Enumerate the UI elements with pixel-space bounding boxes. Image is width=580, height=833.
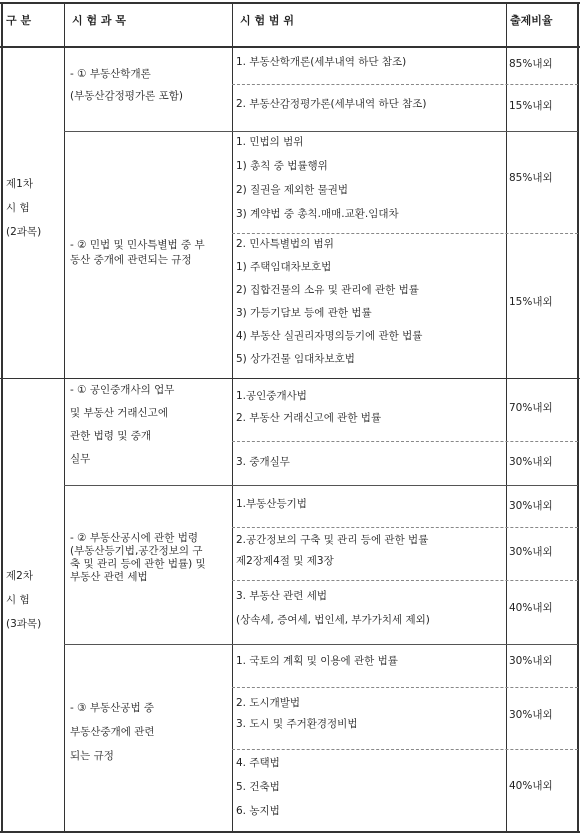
subject-divider [64, 644, 578, 645]
header-category: 구 분 [6, 14, 32, 27]
exam-label-line: 시 험 [6, 202, 30, 214]
header-subject: 시 험 과 목 [72, 14, 126, 27]
subject-line: - ② 부동산공시에 관한 법령 [70, 532, 198, 544]
scope-line: 2) 집합건물의 소유 및 관리에 관한 법률 [236, 284, 419, 296]
scope-divider [232, 441, 578, 442]
ratio-value: 30%내외 [509, 546, 553, 558]
ratio-value: 40%내외 [509, 602, 553, 614]
exam-label-line: 제1차 [6, 178, 33, 190]
subject-line: - ① 부동산학개론 [70, 68, 151, 80]
scope-line: 2) 질권을 제외한 물권법 [236, 184, 349, 196]
scope-line: 1) 총칙 중 법률행위 [236, 160, 328, 172]
header-ratio: 출제비율 [510, 14, 553, 27]
ratio-value: 30%내외 [509, 456, 553, 468]
scope-line: 1. 국토의 계획 및 이용에 관한 법률 [236, 655, 398, 667]
subject-divider [64, 131, 578, 132]
scope-line: 3. 도시 및 주거환경정비법 [236, 718, 358, 730]
subject-line: (부동산등기법,공간정보의 구 [70, 545, 203, 557]
scope-divider [232, 687, 578, 688]
subject-line: (부동산감정평가론 포함) [70, 90, 183, 102]
scope-divider [232, 580, 578, 581]
exam-divider [0, 378, 580, 379]
ratio-value: 70%내외 [509, 402, 553, 414]
border-right [577, 2, 579, 832]
ratio-value: 85%내외 [509, 58, 553, 70]
ratio-value: 30%내외 [509, 709, 553, 721]
subject-line: 되는 규정 [70, 750, 114, 762]
scope-divider [232, 84, 578, 85]
subject-line: 축 및 관리 등에 관한 법률) 및 [70, 558, 206, 570]
exam-label-line: (2과목) [6, 226, 42, 238]
ratio-value: 15%내외 [509, 296, 553, 308]
exam-label-line: (3과목) [6, 618, 42, 630]
scope-line: 5. 건축법 [236, 781, 280, 793]
scope-line: 2. 부동산감정평가론(세부내역 하단 참조) [236, 98, 427, 110]
scope-line: (상속세, 증여세, 법인세, 부가가치세 제외) [236, 614, 430, 626]
header-divider [0, 46, 580, 48]
scope-line: 1) 주택임대차보호법 [236, 261, 332, 273]
header-scope: 시 험 범 위 [240, 14, 294, 27]
col-divider-2 [232, 2, 233, 832]
subject-line: - ③ 부동산공법 중 [70, 702, 155, 714]
border-top [0, 2, 580, 4]
scope-line: 1.공인중개사법 [236, 390, 307, 402]
col-divider-3 [506, 2, 507, 832]
subject-line: - ① 공인중개사의 업무 [70, 384, 175, 396]
scope-line: 3) 계약법 중 총칙.매매.교환.임대차 [236, 208, 399, 220]
border-left [1, 2, 3, 832]
ratio-value: 40%내외 [509, 780, 553, 792]
scope-divider [232, 233, 578, 234]
subject-line: 및 부동산 거래신고에 [70, 407, 168, 419]
exam-label-line: 제2차 [6, 570, 33, 582]
subject-divider [64, 485, 578, 486]
ratio-value: 85%내외 [509, 172, 553, 184]
scope-line: 2. 도시개발법 [236, 697, 301, 709]
scope-line: 5) 상가건물 임대차보호법 [236, 353, 355, 365]
scope-line: 1. 부동산학개론(세부내역 하단 참조) [236, 56, 407, 68]
scope-line: 4. 주택법 [236, 757, 280, 769]
scope-line: 2. 민사특별법의 범위 [236, 238, 334, 250]
scope-line: 3. 중개실무 [236, 456, 290, 468]
exam-label-line: 시 험 [6, 594, 30, 606]
scope-line: 2.공간정보의 구축 및 관리 등에 관한 법률 [236, 534, 429, 546]
ratio-value: 15%내외 [509, 100, 553, 112]
subject-line: 동산 중개에 관련되는 규정 [70, 254, 192, 266]
scope-line: 2. 부동산 거래신고에 관한 법률 [236, 412, 382, 424]
scope-divider [232, 527, 578, 528]
subject-line: 실무 [70, 453, 91, 465]
scope-line: 제2장제4절 및 제3장 [236, 555, 334, 567]
scope-line: 6. 농지법 [236, 805, 280, 817]
col-divider-1 [64, 2, 65, 832]
scope-divider [232, 749, 578, 750]
ratio-value: 30%내외 [509, 500, 553, 512]
scope-line: 1. 민법의 범위 [236, 136, 304, 148]
ratio-value: 30%내외 [509, 655, 553, 667]
subject-line: 부동산 관련 세법 [70, 571, 148, 583]
subject-line: - ② 민법 및 민사특별법 중 부 [70, 239, 205, 251]
subject-line: 관한 법령 및 중개 [70, 430, 152, 442]
subject-line: 부동산중개에 관련 [70, 726, 155, 738]
scope-line: 3) 가등기담보 등에 관한 법률 [236, 307, 372, 319]
scope-line: 1.부동산등기법 [236, 498, 307, 510]
scope-line: 4) 부동산 실권리자명의등기에 관한 법률 [236, 330, 423, 342]
scope-line: 3. 부동산 관련 세법 [236, 590, 328, 602]
